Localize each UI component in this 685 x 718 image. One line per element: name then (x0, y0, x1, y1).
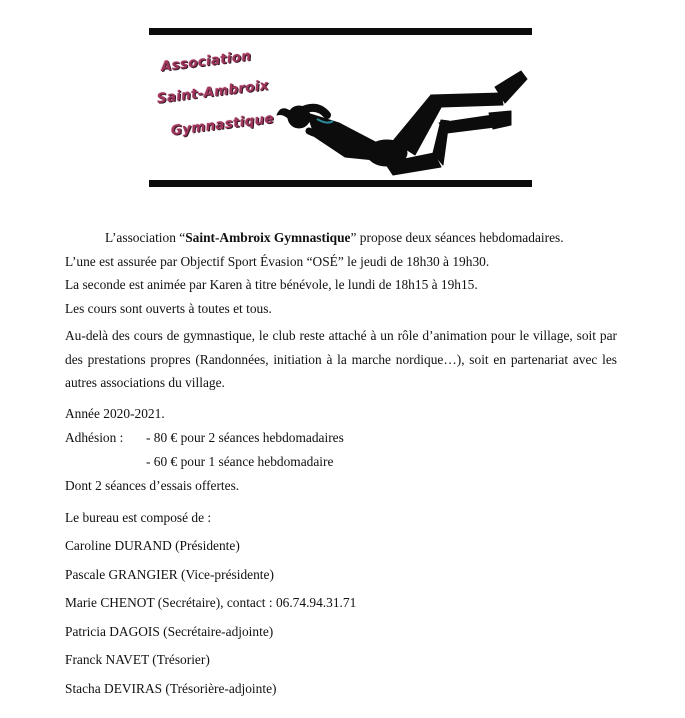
board-member: Pascale GRANGIER (Vice-présidente) (65, 567, 274, 582)
session-line: L’une est assurée par Objectif Sport Évasion “OSÉ” le jeudi de 18h30 à 19h30. (65, 254, 490, 269)
board-member: Marie CHENOT (Secrétaire), contact : 06.74.94.31.71 (65, 595, 357, 610)
banner-image (149, 28, 532, 187)
club-name: Saint-Ambroix Gymnastique (185, 230, 351, 245)
board-member: Caroline DURAND (Présidente) (65, 538, 240, 553)
logo-text-line: Gymnastique (170, 110, 275, 139)
membership-label: Adhésion : (65, 430, 124, 445)
board-member: Stacha DEVIRAS (Trésorière-adjointe) (65, 681, 277, 696)
board-member: Franck NAVET (Trésorier) (65, 652, 210, 667)
trial-sessions-note: Dont 2 séances d’essais offertes. (65, 478, 240, 493)
activities-paragraph: Au-delà des cours de gymnastique, le club reste attaché à un rôle d’animation pour le village, soit par des prestations propres (Randonnées, initiation à la marche nordique…), soit en partenariat avec les autres associations du village. (65, 328, 617, 390)
season-year: Année 2020-2021. (65, 406, 165, 421)
intro-paragraph: L’association “Saint-Ambroix Gymnastique” propose deux séances hebdomadaires. (105, 230, 564, 245)
session-line: La seconde est animée par Karen à titre bénévole, le lundi de 18h15 à 19h15. (65, 277, 478, 292)
board-intro: Le bureau est composé de : (65, 510, 212, 525)
membership-option: - 60 € pour 1 séance hebdomadaire (146, 454, 334, 469)
logo-text-line: Association (160, 47, 253, 75)
board-member: Patricia DAGOIS (Secrétaire-adjointe) (65, 624, 274, 639)
logo-text-line: Saint-Ambroix (156, 77, 270, 107)
membership-option: - 80 € pour 2 séances hebdomadaires (146, 430, 344, 445)
session-line: Les cours sont ouverts à toutes et tous. (65, 301, 272, 316)
